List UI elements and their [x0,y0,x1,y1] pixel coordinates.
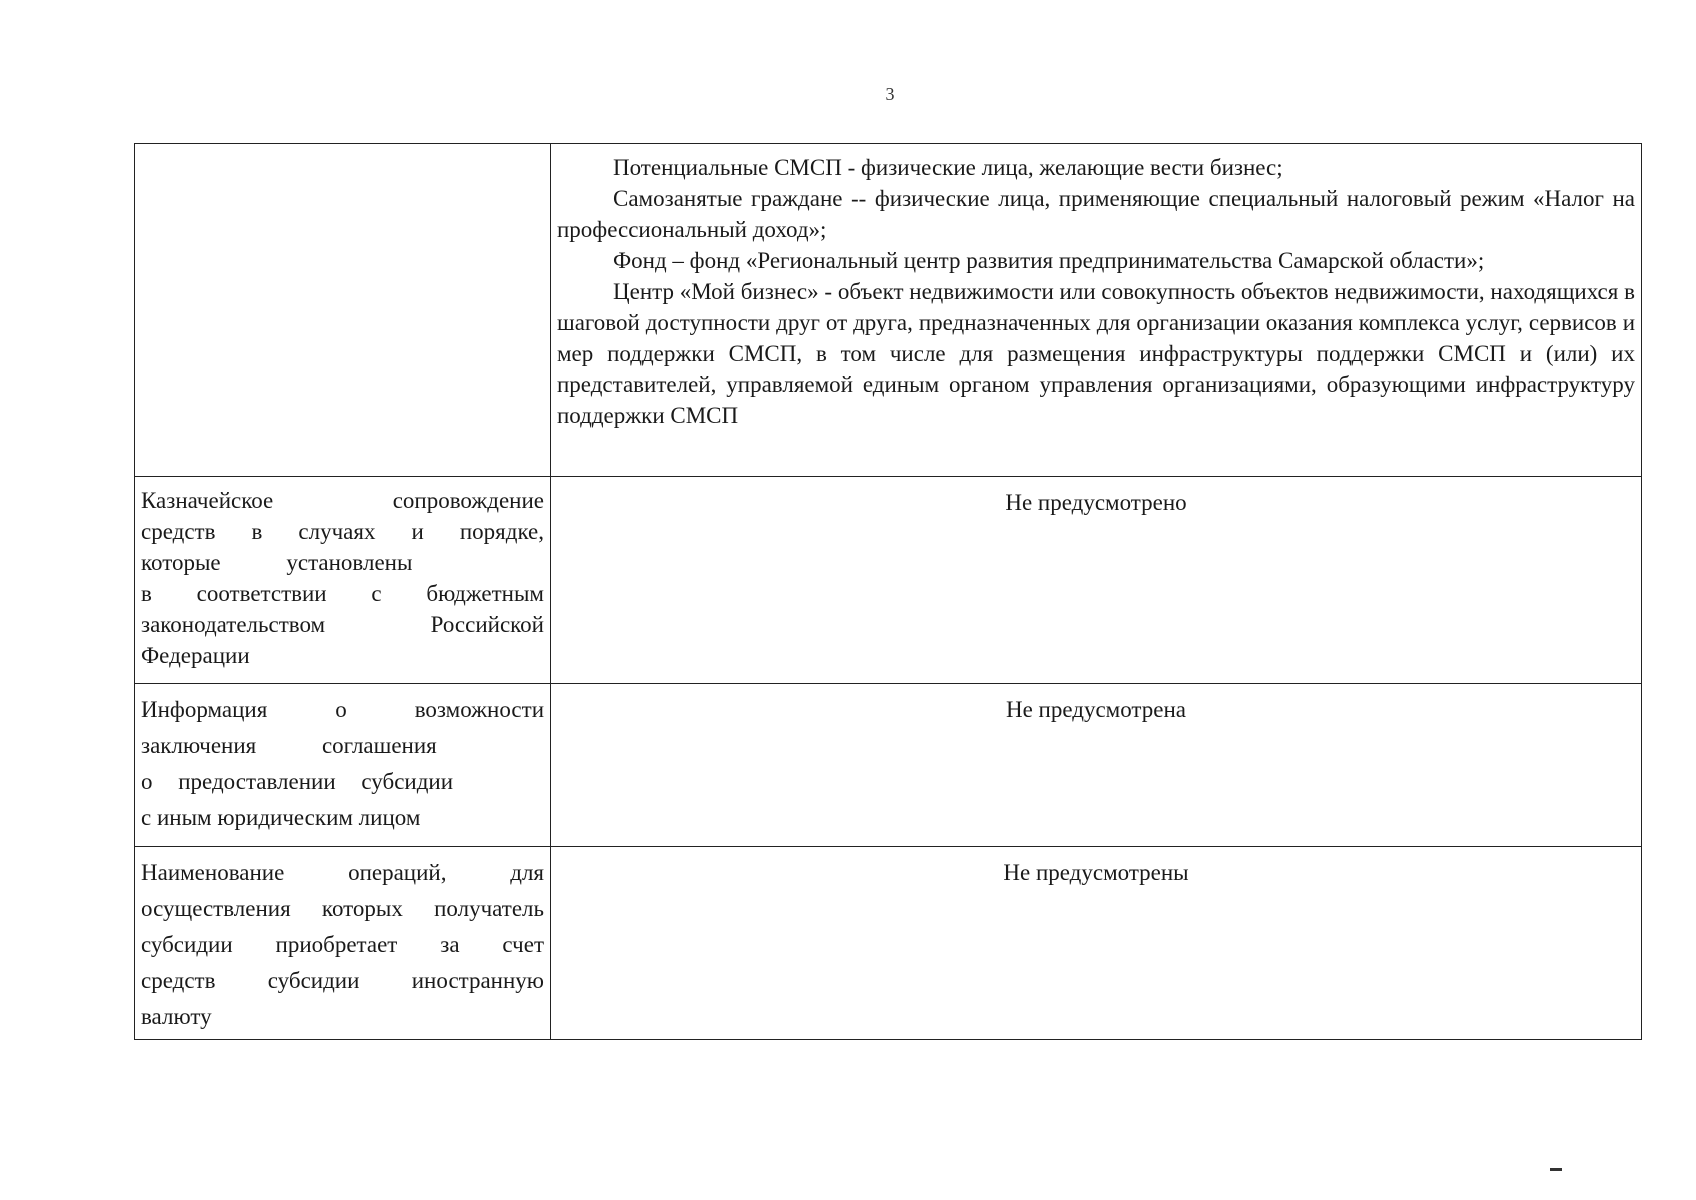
definitions-cell [551,144,1642,477]
info-label [135,684,550,840]
treasury-value: Не предусмотрено [1005,490,1187,515]
label-line: заключения соглашения [141,733,437,758]
label-line: Наименование операций, для [141,860,544,885]
label-line: валюту [141,1004,212,1029]
definition-self-employed: Самозанятые граждане -- физические лица, применяющие специальный налоговый режим «Налог на профессиональный доход»; [557,186,1635,242]
label-line: Информация о возможности [141,697,544,722]
treasury-label [135,477,550,675]
label-line: субсидии приобретает за счет [141,932,544,957]
definition-potential-smsp: Потенциальные СМСП - физические лица, желающие вести бизнес; [613,155,1283,180]
subsidy-parameters-table [134,143,1642,1040]
info-label-cell [135,684,551,847]
treasury-label-cell [135,477,551,684]
label-line: законодательством Российской [141,612,544,637]
label-line: в соответствии с бюджетным [141,581,544,606]
label-line: Казначейское сопровождение [141,488,544,513]
definitions-label-cell [135,144,551,477]
table-row-agreement-info [135,684,1642,847]
operations-label [135,847,550,1039]
definition-my-business-center: Центр «Мой бизнес» - объект недвижимости или совокупность объектов недвижимости, находящихся в шаговой доступности друг от друга, предназначенных для организации оказания комплекса услуг, сервисов и мер поддержки СМСП, в том числе для размещения инфраструктуры поддержки СМСП и (или) их представителей, управляемой единым органом управления организациями, образующими инфраструктуру поддержки СМСП [557,279,1635,428]
definitions-list [551,144,1641,437]
scan-mark [1550,1168,1562,1171]
table-row-definitions [135,144,1642,477]
info-value: Не предусмотрена [1005,697,1186,722]
label-line: с иным юридическим лицом [141,805,421,830]
label-line: осуществления которых получатель [141,896,544,921]
definition-fund: Фонд – фонд «Региональный центр развития предпринимательства Самарской области»; [613,248,1485,273]
operations-label-cell [135,847,551,1040]
treasury-value-cell [551,477,1642,684]
table-row-treasury-support [135,477,1642,684]
label-line: которые установлены [141,550,413,575]
page-number: 3 [885,84,895,104]
label-line: о предоставлении субсидии [141,769,454,794]
info-value-cell [551,684,1642,847]
operations-value-cell [551,847,1642,1040]
label-line: средств субсидии иностранную [141,968,544,993]
label-line: Федерации [141,643,250,668]
operations-value: Не предусмотрены [1003,860,1189,885]
table-row-foreign-currency-operations [135,847,1642,1040]
label-line: средств в случаях и порядке, [141,519,544,544]
